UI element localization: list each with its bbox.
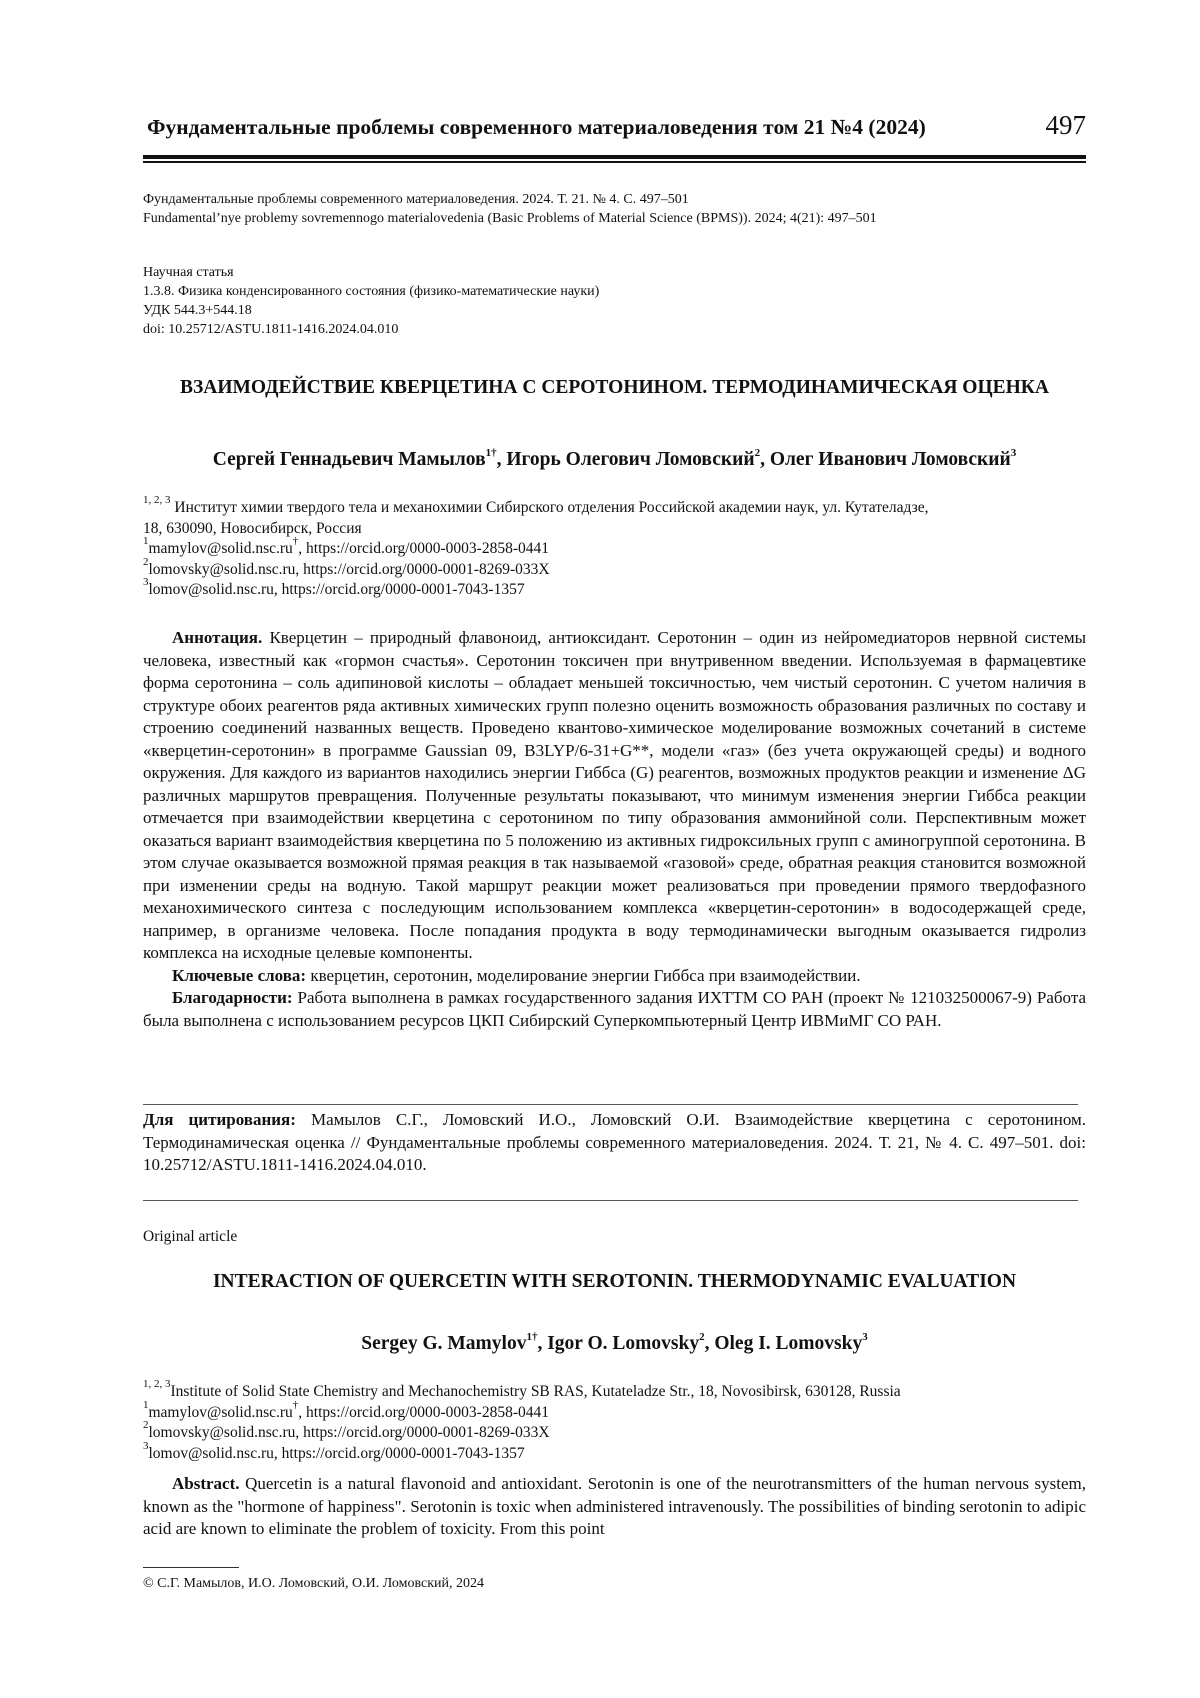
contact-line	[143, 539, 1086, 560]
affiliation-sup: 1, 2, 3	[143, 1378, 171, 1390]
header-rule-thick	[143, 155, 1086, 159]
email-link[interactable]: mamylov@solid.nsc.ru	[149, 1404, 293, 1421]
author-sup: 3	[1011, 447, 1017, 459]
abstract-label: Аннотация.	[172, 628, 262, 647]
orcid-link[interactable]: , https://orcid.org/0000-0001-8269-033X	[295, 1424, 549, 1441]
author-name: Игорь Олегович Ломовский	[506, 449, 754, 470]
affiliation-sup: 1, 2, 3	[143, 494, 171, 506]
copyright: © С.Г. Мамылов, И.О. Ломовский, О.И. Ломовский, 2024	[143, 1576, 484, 1592]
contact-sup: 1	[143, 535, 149, 547]
abstract-en	[143, 1473, 1086, 1541]
abstract-ru	[143, 627, 1086, 1032]
author-sup: 3	[862, 1331, 868, 1343]
contact-line	[143, 560, 1086, 581]
abstract-paragraph	[143, 1473, 1086, 1541]
abstract-text: Кверцетин – природный флавоноид, антиоксидант. Серотонин – один из нейромедиаторов нервной системы человека, известный как «гормон счастья». Серотонин токсичен при внутривенном введении. Используемая в фармацевтике форма серотонина – соль адипиновой кислоты – обладает меньшей токсичностью, чем чистый серотонин. С учетом наличия в структуре обоих реагентов ряда активных химических групп полезно оценить возможность образования различных по составу и строению соединений названных веществ. Проведено квантово-химическое моделирование возможных сочетаний в системе «кверцетин-серотонин» в программе Gaussian 09, B3LYP/6-31+G**, модели «газ» (без учета окружающей среды) и водного окружения. Для каждого из вариантов находились энергии Гиббса (G) реагентов, возможных продуктов реакции и изменение ΔG различных маршрутов превращения. Полученные результаты показывают, что минимум изменения энергии Гиббса реакции отмечается при взаимодействии кверцетина с серотонином по типу образования аммонийной соли. Перспективным может оказаться вариант взаимодействия кверцетина по 5 положению из активных гидроксильных групп с аминогруппой серотонина. В этом случае оказывается возможной прямая реакция в так называемой «газовой» среде, обратная реакция становится возможной при изменении среды на водную. Такой маршрут реакции может реализоваться при проведении прямого твердофазного механохимического синтеза с последующим использованием комплекса «кверцетин-серотонин» в водосодержащей среде, например, в организме человека. После попадания продукта в воду термодинамически выгодным оказывается гидролиз комплекса на исходные целевые компоненты.	[143, 628, 1086, 962]
udc: УДК 544.3+544.18	[143, 301, 599, 320]
contact-line	[143, 1423, 1086, 1444]
orcid-link[interactable]: , https://orcid.org/0000-0003-2858-0441	[298, 1404, 549, 1421]
email-link[interactable]: lomov@solid.nsc.ru	[149, 581, 274, 598]
authors-ru: Сергей Геннадьевич Мамылов1†, Игорь Олегович Ломовский2, Олег Иванович Ломовский3	[143, 449, 1086, 471]
contact-sup: 3	[143, 576, 149, 588]
contact-sup: 3	[143, 1440, 149, 1452]
author-name: Oleg I. Lomovsky	[714, 1333, 862, 1354]
how-to-cite	[143, 1109, 1086, 1177]
contact-line	[143, 1444, 1086, 1465]
abstract-text: Quercetin is a natural flavonoid and antioxidant. Serotonin is one of the neurotransmitters of the human nervous system, known as the "hormone of happiness". Serotonin is toxic when administered intravenously. The possibilities of binding serotonin to adipic acid are known to eliminate the problem of toxicity. From this point	[143, 1474, 1086, 1538]
acknowledgements-label: Благодарности:	[172, 988, 293, 1007]
citation-label: Для цитирования:	[143, 1110, 296, 1129]
article-type-ru: Научная статья	[143, 263, 599, 282]
acknowledgements-text: Работа выполнена в рамках государственного задания ИХТТМ СО РАН (проект № 121032500067-9) Работа была выполнена с использованием ресурсов ЦКП Сибирский Суперкомпьютерный Центр ИВМиМГ СО РАН.	[143, 988, 1086, 1030]
authors-en: Sergey G. Mamylov1†, Igor O. Lomovsky2, Oleg I. Lomovsky3	[143, 1333, 1086, 1355]
orcid-link[interactable]: , https://orcid.org/0000-0001-7043-1357	[274, 581, 525, 598]
affiliation-line	[143, 1382, 1086, 1403]
keywords-label: Ключевые слова:	[172, 966, 306, 985]
author-name: Олег Иванович Ломовский	[770, 449, 1011, 470]
corresponding-mark: †	[293, 1399, 299, 1411]
title-en: INTERACTION OF QUERCETIN WITH SEROTONIN. THERMODYNAMIC EVALUATION	[143, 1271, 1086, 1293]
email-link[interactable]: mamylov@solid.nsc.ru	[149, 540, 293, 557]
journal-title: Фундаментальные проблемы современного материаловедения том 21 №4 (2024)	[147, 115, 926, 140]
email-link[interactable]: lomovsky@solid.nsc.ru	[149, 1424, 296, 1441]
abstract-label: Abstract.	[172, 1474, 240, 1493]
citation-header	[143, 190, 877, 228]
article-type-en: Original article	[143, 1228, 237, 1246]
corresponding-mark: †	[293, 535, 299, 547]
acknowledgements-paragraph	[143, 987, 1086, 1032]
email-link[interactable]: lomov@solid.nsc.ru	[149, 1445, 274, 1462]
author-sup: 1†	[486, 447, 497, 459]
contact-line	[143, 1403, 1086, 1424]
email-link[interactable]: lomovsky@solid.nsc.ru	[149, 561, 296, 578]
citation-header-en: Fundamental’nye problemy sovremennogo materialovedenia (Basic Problems of Material Science (BPMS)). 2024; 4(21): 497–501	[143, 209, 877, 228]
orcid-link[interactable]: , https://orcid.org/0000-0001-7043-1357	[274, 1445, 525, 1462]
orcid-link[interactable]: , https://orcid.org/0000-0001-8269-033X	[295, 561, 549, 578]
title-ru: ВЗАИМОДЕЙСТВИЕ КВЕРЦЕТИНА С СЕРОТОНИНОМ. ТЕРМОДИНАМИЧЕСКАЯ ОЦЕНКА	[153, 374, 1076, 401]
footnote-rule	[143, 1567, 239, 1568]
author-sup: 1†	[526, 1331, 537, 1343]
keywords-paragraph	[143, 965, 1086, 988]
citation-text: Мамылов С.Г., Ломовский И.О., Ломовский О.И. Взаимодействие кверцетина с серотонином. Термодинамическая оценка // Фундаментальные проблемы современного материаловедения. 2024. Т. 21, № 4. С. 497–501. doi: 10.25712/ASTU.1811-1416.2024.04.010.	[143, 1110, 1086, 1174]
header-rule-thin	[143, 161, 1086, 163]
author-name: Сергей Геннадьевич Мамылов	[213, 449, 486, 470]
abstract-paragraph	[143, 627, 1086, 965]
affiliations-ru	[143, 498, 1086, 601]
citation-header-ru: Фундаментальные проблемы современного материаловедения. 2024. Т. 21. № 4. С. 497–501	[143, 190, 877, 209]
affiliation-line: 18, 630090, Новосибирск, Россия	[143, 519, 1086, 540]
page-number: 497	[1046, 110, 1087, 141]
contact-sup: 1	[143, 1399, 149, 1411]
author-sup: 2	[755, 447, 761, 459]
affiliation-text: Institute of Solid State Chemistry and Mechanochemistry SB RAS, Kutateladze Str., 18, Novosibirsk, 630128, Russia	[171, 1383, 901, 1400]
affiliation-line	[143, 498, 1086, 519]
author-name: Igor O. Lomovsky	[547, 1333, 699, 1354]
affiliations-en	[143, 1382, 1086, 1464]
doi: doi: 10.25712/ASTU.1811-1416.2024.04.010	[143, 320, 599, 339]
contact-line	[143, 580, 1086, 601]
affiliation-text: Институт химии твердого тела и механохимии Сибирского отделения Российской академии наук, ул. Кутателадзе,	[174, 499, 928, 516]
orcid-link[interactable]: , https://orcid.org/0000-0003-2858-0441	[298, 540, 549, 557]
journal-header	[143, 113, 1086, 149]
keywords-text: кверцетин, серотонин, моделирование энергии Гиббса при взаимодействии.	[310, 966, 860, 985]
author-sup: 2	[699, 1331, 705, 1343]
contact-sup: 2	[143, 556, 149, 568]
author-name: Sergey G. Mamylov	[361, 1333, 526, 1354]
specialty: 1.3.8. Физика конденсированного состояния (физико-математические науки)	[143, 282, 599, 301]
separator-line	[143, 1104, 1078, 1105]
contact-sup: 2	[143, 1419, 149, 1431]
article-meta	[143, 263, 599, 339]
separator-line	[143, 1200, 1078, 1201]
